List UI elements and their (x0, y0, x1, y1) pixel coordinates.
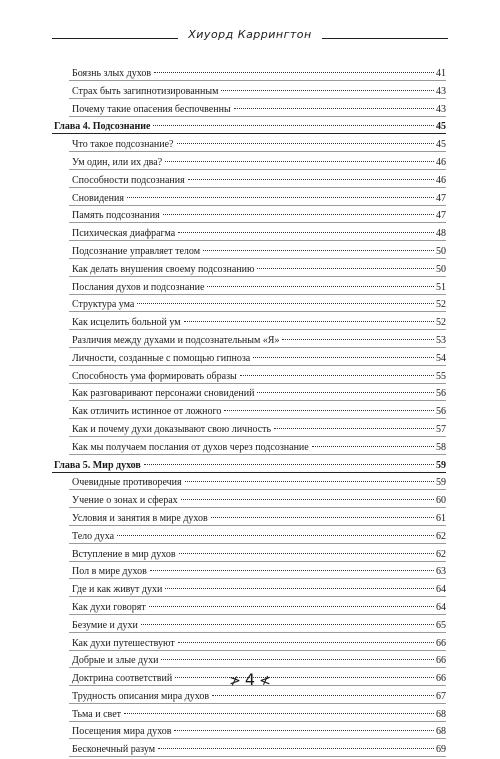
toc-page-number: 59 (436, 477, 446, 489)
toc-title: Глава 5. Мир духов (54, 459, 141, 471)
dot-leader (185, 481, 434, 482)
toc-title: Вступление в мир духов (72, 548, 176, 560)
dot-leader (150, 570, 434, 571)
toc-title: Почему такие опасения беспочвенны (72, 103, 231, 115)
toc-page-number: 45 (436, 139, 446, 151)
toc-title: Психическая диафрагма (72, 228, 176, 240)
toc-entry (72, 314, 446, 332)
toc-entry (72, 563, 446, 581)
toc-page-number: 52 (436, 317, 446, 329)
dot-leader (181, 499, 434, 500)
toc-page-number: 66 (436, 673, 446, 685)
dot-leader (178, 232, 434, 233)
toc-entry (72, 421, 446, 439)
toc-entry (72, 599, 446, 617)
toc-title: Как и почему духи доказывают свою личность (72, 423, 272, 435)
dot-leader (165, 161, 434, 162)
toc-entry (72, 279, 446, 297)
toc-entry (72, 332, 446, 350)
toc-title: Добрые и злые духи (72, 655, 159, 667)
dot-leader (212, 695, 434, 696)
dot-leader (117, 535, 434, 536)
dot-leader (158, 748, 434, 749)
toc-entry (72, 207, 446, 225)
toc-entry (72, 688, 446, 706)
toc-entry (72, 225, 446, 243)
dot-leader (312, 446, 434, 447)
toc-page-number: 62 (436, 548, 446, 560)
toc-title: Где и как живут духи (72, 584, 163, 596)
dot-leader (127, 197, 434, 198)
toc-entry (72, 243, 446, 261)
toc-entry (72, 136, 446, 154)
dot-leader (274, 428, 434, 429)
dot-leader (165, 588, 434, 589)
left-chevron-mark: ≯ (229, 673, 241, 689)
toc-title: Подсознание управляет телом (72, 245, 201, 257)
page-number: 4 (244, 670, 256, 689)
toc-title: Различия между духами и подсознательным «Я» (72, 334, 280, 346)
toc-entry (72, 190, 446, 208)
table-of-contents (54, 65, 446, 759)
toc-page-number: 62 (436, 530, 446, 542)
dot-leader (282, 339, 434, 340)
right-chevron-mark: ≮ (259, 673, 271, 689)
toc-page-number: 46 (436, 156, 446, 168)
toc-title: Страх быть загипнотизированным (72, 85, 219, 97)
toc-page-number: 69 (436, 744, 446, 756)
toc-title: Ум один, или их два? (72, 156, 163, 168)
dot-leader (188, 179, 434, 180)
toc-entry (72, 368, 446, 386)
dot-leader (257, 392, 434, 393)
toc-page-number: 41 (436, 68, 446, 79)
toc-chapter (54, 457, 446, 475)
toc-title: Боязнь злых духов (72, 68, 152, 79)
toc-title: Как духи говорят (72, 601, 146, 613)
toc-page-number: 68 (436, 708, 446, 720)
toc-title: Посещения мира духов (72, 726, 172, 738)
toc-title: Память подсознания (72, 210, 160, 222)
toc-page-number: 50 (436, 245, 446, 257)
toc-chapter (54, 118, 446, 136)
toc-page-number: 59 (436, 459, 446, 471)
toc-title: Тело духа (72, 530, 115, 542)
toc-entry (72, 101, 446, 119)
dot-leader (224, 410, 434, 411)
dot-leader (240, 375, 434, 376)
toc-entry (72, 403, 446, 421)
toc-entry (72, 350, 446, 368)
dot-leader (211, 517, 434, 518)
toc-page-number: 50 (436, 263, 446, 275)
toc-title: Трудность описания мира духов (72, 690, 210, 702)
dot-leader (163, 214, 434, 215)
toc-page-number: 43 (436, 85, 446, 97)
toc-page-number: 58 (436, 441, 446, 453)
toc-title: Способности подсознания (72, 174, 185, 186)
dot-leader (177, 143, 435, 144)
toc-entry (72, 741, 446, 759)
dot-leader (234, 108, 434, 109)
toc-page-number: 54 (436, 352, 446, 364)
toc-entry (72, 439, 446, 457)
toc-title: Как мы получаем послания от духов через подсознание (72, 441, 309, 453)
toc-entry (72, 296, 446, 314)
dot-leader (253, 357, 434, 358)
dot-leader (149, 606, 434, 607)
dot-leader (161, 659, 434, 660)
toc-entry (72, 65, 446, 83)
toc-page-number: 55 (436, 370, 446, 382)
toc-page-number: 64 (436, 584, 446, 596)
toc-page-number: 68 (436, 726, 446, 738)
dot-leader (207, 286, 434, 287)
toc-title: Очевидные противоречия (72, 477, 182, 489)
toc-page-number: 47 (436, 210, 446, 222)
toc-page-number: 53 (436, 334, 446, 346)
dot-leader (184, 321, 434, 322)
running-header (0, 28, 500, 41)
toc-entry (72, 581, 446, 599)
dot-leader (178, 642, 434, 643)
dot-leader (141, 624, 434, 625)
toc-title: Что такое подсознание? (72, 139, 174, 151)
toc-entry (72, 385, 446, 403)
toc-entry (72, 261, 446, 279)
toc-page-number: 48 (436, 228, 446, 240)
dot-leader (144, 464, 434, 465)
toc-page-number: 43 (436, 103, 446, 115)
toc-entry (72, 528, 446, 546)
dot-leader (137, 303, 434, 304)
dot-leader (153, 125, 434, 126)
toc-entry (72, 723, 446, 741)
dot-leader (203, 250, 434, 251)
page-footer (0, 670, 500, 689)
dot-leader (124, 713, 434, 714)
toc-page-number: 66 (436, 655, 446, 667)
dot-leader (154, 72, 434, 73)
toc-entry (72, 652, 446, 670)
toc-title: Как исцелить больной ум (72, 317, 181, 329)
toc-entry (72, 83, 446, 101)
toc-page-number: 64 (436, 601, 446, 613)
toc-title: Доктрина соответствий (72, 673, 173, 685)
toc-entry (72, 546, 446, 564)
toc-page-number: 56 (436, 388, 446, 400)
toc-page-number: 56 (436, 406, 446, 418)
toc-title: Учение о зонах и сферах (72, 495, 178, 507)
toc-title: Личности, созданные с помощью гипноза (72, 352, 251, 364)
toc-page-number: 60 (436, 495, 446, 507)
toc-title: Послания духов и подсознание (72, 281, 205, 293)
dot-leader (257, 268, 434, 269)
toc-title: Глава 4. Подсознание (54, 121, 151, 133)
toc-entry (72, 635, 446, 653)
toc-entry (72, 154, 446, 172)
toc-page-number: 63 (436, 566, 446, 578)
toc-title: Как отличить истинное от ложного (72, 406, 222, 418)
toc-entry (72, 510, 446, 528)
dot-leader (221, 90, 434, 91)
toc-entry (72, 492, 446, 510)
author-name: Хиуорд Каррингтон (178, 28, 321, 41)
toc-title: Как разговаривают персонажи сновидений (72, 388, 255, 400)
toc-title: Бесконечный разум (72, 744, 156, 756)
dot-leader (179, 553, 434, 554)
toc-entry (72, 172, 446, 190)
toc-page-number: 57 (436, 423, 446, 435)
toc-page-number: 67 (436, 690, 446, 702)
toc-title: Сновидения (72, 192, 124, 204)
toc-entry (72, 706, 446, 724)
toc-page-number: 61 (436, 512, 446, 524)
toc-title: Безумие и духи (72, 619, 138, 631)
toc-title: Условия и занятия в мире духов (72, 512, 208, 524)
toc-title: Тьма и свет (72, 708, 121, 720)
dot-leader (174, 730, 434, 731)
toc-title: Пол в мире духов (72, 566, 147, 578)
toc-title: Как духи путешествуют (72, 637, 175, 649)
toc-page-number: 65 (436, 619, 446, 631)
toc-page-number: 66 (436, 637, 446, 649)
toc-page-number: 45 (436, 121, 446, 133)
toc-page-number: 47 (436, 192, 446, 204)
toc-title: Как делать внушения своему подсознанию (72, 263, 255, 275)
toc-page-number: 52 (436, 299, 446, 311)
toc-entry (72, 474, 446, 492)
toc-page-number: 51 (436, 281, 446, 293)
toc-title: Структура ума (72, 299, 135, 311)
toc-title: Способность ума формировать образы (72, 370, 237, 382)
toc-entry (72, 617, 446, 635)
toc-page-number: 46 (436, 174, 446, 186)
